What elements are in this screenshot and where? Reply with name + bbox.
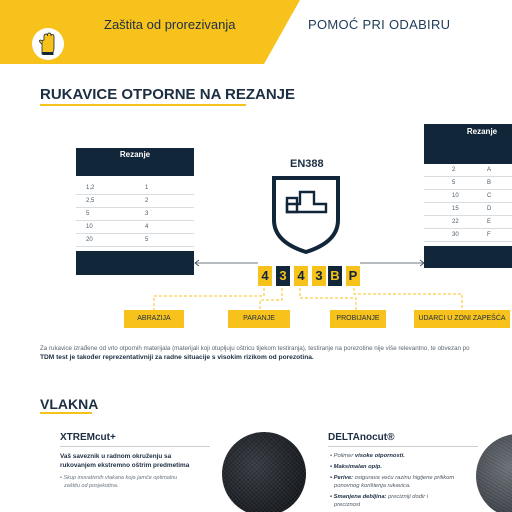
table-row: 10 C xyxy=(424,190,512,203)
cut-table-left-header: Rezanje xyxy=(76,148,194,162)
fiber-bullet-thickness-line2: preciznost xyxy=(334,502,361,508)
fiber-bullet-thickness: • Smanjena debljina: precizniji dodir i xyxy=(330,494,429,500)
standard-label: EN388 xyxy=(290,158,324,170)
section-title-cut: RUKAVICE OTPORNE NA REZANJE xyxy=(40,86,296,103)
fiber-note-line2: zaštitu od posjekotina. xyxy=(64,483,119,489)
fiber-bullet-grip: • Maksimalan opip. xyxy=(330,464,382,470)
header-title: Zaštita od prorezivanja xyxy=(104,17,236,32)
tdm-test-note: TDM test je također reprezentativniji za radne situacije s visokim rizikom od porezotina. xyxy=(40,354,314,361)
fiber-subtitle-line1: Vaš saveznik u radnom okruženju sa xyxy=(60,453,172,460)
fiber-name-xtremcut: XTREMcut+ xyxy=(60,432,116,443)
code-digit-impact: P xyxy=(346,266,360,286)
table-row: 5 3 xyxy=(76,208,194,221)
tag-abrasion: ABRAZIJA xyxy=(124,310,184,328)
divider xyxy=(60,446,210,447)
table-row: 20 5 xyxy=(76,234,194,247)
fiber-subtitle-line2: rukovanjem ekstremno oštrim predmetima xyxy=(60,462,190,469)
cut-explanation-text: Za rukavice izrađene od vrlo otpornih materijala (materijali koji otupljuju oštricu tijekom testiranja), testiranje na porezotine nije više relevantno, te obvezan po xyxy=(40,345,470,352)
table-row: 2 A xyxy=(424,164,512,177)
code-digit-cut: 3 xyxy=(276,266,290,286)
code-digit-puncture: 3 xyxy=(312,266,326,286)
fiber-bullet-washable: • Perive: osigurava veću razinu higijene prilikom xyxy=(330,475,455,481)
tag-tear: PARANJE xyxy=(228,310,290,328)
table-row: 30 F xyxy=(424,229,512,242)
tag-puncture: PROBIJANJE xyxy=(330,310,386,328)
code-digit-abrasion: 4 xyxy=(258,266,272,286)
fiber-texture xyxy=(222,432,306,512)
table-row: 2,5 2 xyxy=(76,195,194,208)
fiber-bullet-polymer: • Polimer visoke otpornosti. xyxy=(330,453,405,459)
fiber-note-line1: • Skup inovativnih vlakana koja jamče optimalnu xyxy=(60,475,178,481)
divider xyxy=(328,446,478,447)
code-digit-tdm: B xyxy=(328,266,342,286)
table-row: 10 4 xyxy=(76,221,194,234)
fiber-swatch-xtremcut xyxy=(222,432,306,512)
table-row: 15 D xyxy=(424,203,512,216)
fiber-bullet-washable-line2: ponovnog korištenja rukavica. xyxy=(334,483,411,489)
code-digit-tear: 4 xyxy=(294,266,308,286)
cut-table-right-header: Rezanje xyxy=(424,124,512,140)
help-selection-link[interactable]: POMOĆ PRI ODABIRU xyxy=(308,17,451,32)
table-row: 22 E xyxy=(424,216,512,229)
table-row: 5 B xyxy=(424,177,512,190)
tag-wrist-impact: UDARCI U ZONI ZAPEŠĆA xyxy=(414,310,510,328)
section-underline xyxy=(40,412,92,414)
fiber-name-deltanocut: DELTAnocut® xyxy=(328,432,395,443)
section-title-fibers: VLAKNA xyxy=(40,396,99,412)
table-row: 1,2 1 xyxy=(76,182,194,195)
